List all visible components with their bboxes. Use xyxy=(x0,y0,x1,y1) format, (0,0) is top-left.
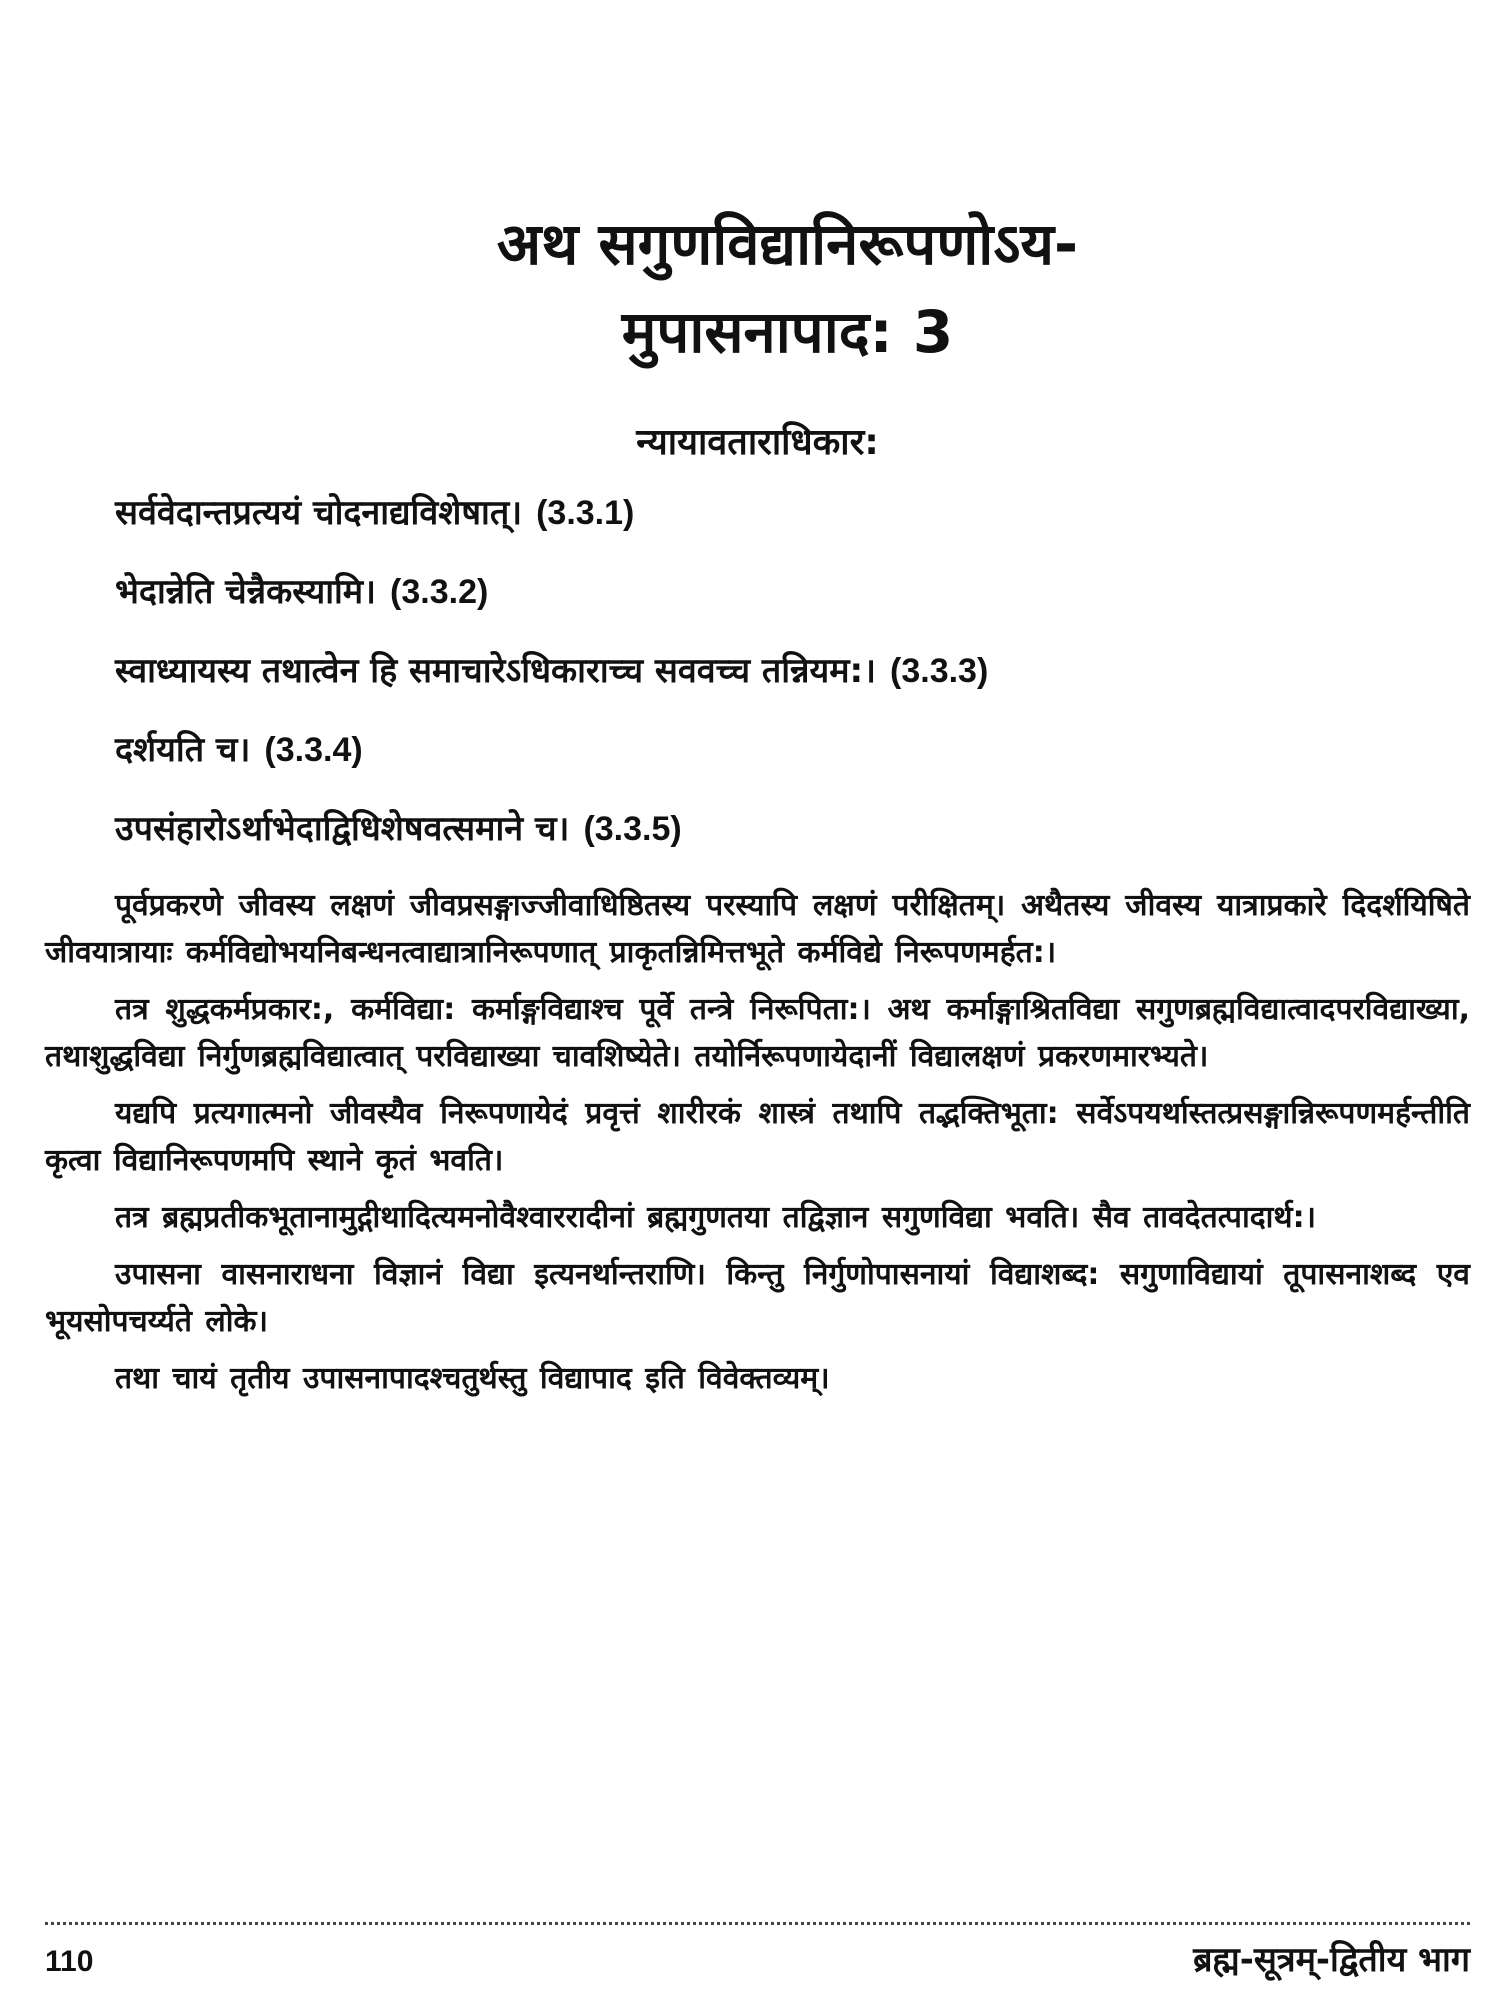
sutra-text: सर्ववेदान्तप्रत्ययं चोदनाद्यविशेषात्। xyxy=(115,493,523,533)
commentary xyxy=(45,882,1470,1402)
sutra-reference: (3.3.4) xyxy=(264,731,363,769)
sutra-item xyxy=(115,803,1470,855)
commentary-paragraph: उपासना वासनाराधना विज्ञानं विद्या इत्यनर्थान्तराणि। किन्तु निर्गुणोपासनायां विद्याशब्द: सगुणाविद्यायां तूपासनाशब्द एव भूयसोपचर्य्यते लोके। xyxy=(45,1257,1470,1339)
sutra-item xyxy=(115,645,1470,697)
chapter-title-line-2: मुपासनापाद: 3 xyxy=(621,298,954,366)
sutra-reference: (3.3.5) xyxy=(583,810,682,848)
section-subheading: न्यायावताराधिकार: xyxy=(636,422,879,463)
sutra-list xyxy=(45,487,1470,855)
sutra-item xyxy=(115,487,1470,539)
chapter-title-line-1: अथ सगुणविद्यानिरूपणोऽय- xyxy=(496,210,1079,278)
sutra-item xyxy=(115,724,1470,776)
sutra-reference: (3.3.1) xyxy=(536,494,635,532)
sutra-text: दर्शयति च। xyxy=(115,730,251,770)
commentary-paragraph: तथा चायं तृतीय उपासनापादश्चतुर्थस्तु विद्यापाद इति विवेक्तव्यम्। xyxy=(115,1361,830,1396)
page-number: 110 xyxy=(45,1945,94,1978)
running-title: ब्रह्म-सूत्रम्-द्वितीय भाग xyxy=(1193,1940,1470,1980)
chapter-title xyxy=(105,200,1470,376)
commentary-paragraph: तत्र ब्रह्मप्रतीकभूतानामुद्गीथादित्यमनोवैश्वाररादीनां ब्रह्मगुणतया तद्विज्ञान सगुणविद्या भवति। सैव तावदेतत्पादार्थ:। xyxy=(115,1200,1316,1235)
page-footer xyxy=(45,1922,1470,1981)
commentary-paragraph: तत्र शुद्धकर्मप्रकार:, कर्मविद्या: कर्माङ्गविद्याश्च पूर्वे तन्त्रे निरूपिता:। अथ कर्माङ्गाश्रितविद्या सगुणब्रह्मविद्यात्वादपरविद्याख्या, तथाशुद्धविद्या निर्गुणब्रह्मविद्यात्वात् परविद्याख्या चावशिष्येते। तयोर्निरूपणायेदानीं विद्यालक्षणं प्रकरणमारभ्यते। xyxy=(45,992,1470,1074)
sutra-reference: (3.3.3) xyxy=(890,652,989,690)
sutra-text: भेदान्नेति चेन्नैकस्यामि। xyxy=(115,572,377,612)
sutra-item xyxy=(115,566,1470,618)
commentary-paragraph: पूर्वप्रकरणे जीवस्य लक्षणं जीवप्रसङ्गाज्जीवाधिष्ठितस्य परस्यापि लक्षणं परीक्षितम्। अथैतस्य जीवस्य यात्राप्रकारे दिदर्शयिषिते जीवयात्रायाः कर्मविद्योभयनिबन्धनत्वाद्यात्रानिरूपणात् प्राकृतन्निमित्तभूते कर्मविद्ये निरूपणमर्हत:। xyxy=(45,888,1470,970)
sutra-reference: (3.3.2) xyxy=(390,573,489,611)
commentary-paragraph: यद्यपि प्रत्यगात्मनो जीवस्यैव निरूपणायेदं प्रवृत्तं शारीरकं शास्त्रं तथापि तद्भक्तिभूता: सर्वेऽपयर्थास्तत्प्रसङ्गान्निरूपणमर्हन्तीति कृत्वा विद्यानिरूपणमपि स्थाने कृतं भवति। xyxy=(45,1096,1470,1178)
sutra-text: उपसंहारोऽर्थाभेदाद्विधिशेषवत्समाने च। xyxy=(115,809,570,849)
sutra-text: स्वाध्यायस्य तथात्वेन हि समाचारेऽधिकाराच्च सववच्च तन्नियम:। xyxy=(115,651,877,691)
